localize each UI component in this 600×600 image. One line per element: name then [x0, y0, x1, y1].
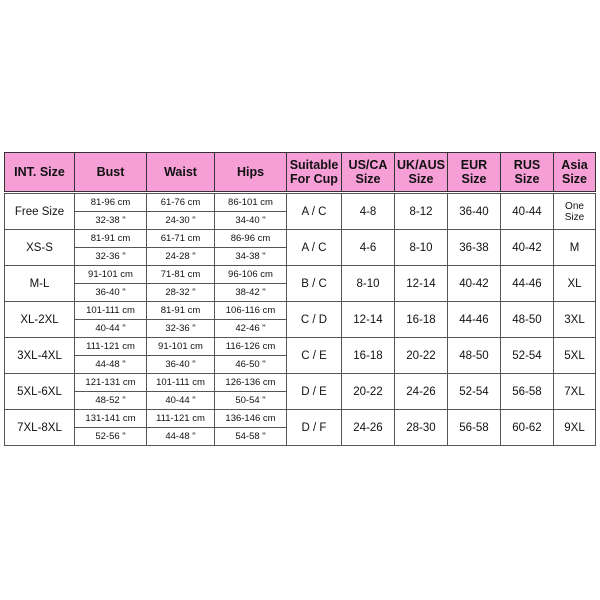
- rus-cell: 60-62: [501, 410, 553, 445]
- asia-cell: 5XL: [554, 338, 595, 373]
- eur-cell: 36-40: [448, 194, 500, 229]
- cup-cell: B / C: [287, 266, 341, 301]
- hips-cm-cell: 86-96 cm: [215, 230, 286, 247]
- asia-cell: XL: [554, 266, 595, 301]
- waist-in-cell: 36-40 ": [147, 356, 214, 373]
- bust-in-cell: 40-44 ": [75, 320, 146, 337]
- header-bust: Bust: [75, 153, 146, 191]
- cup-cell: C / E: [287, 338, 341, 373]
- uk-aus-cell: 8-12: [395, 194, 447, 229]
- hips-in-cell: 46-50 ": [215, 356, 286, 373]
- us-ca-cell: 12-14: [342, 302, 394, 337]
- waist-cm-cell: 91-101 cm: [147, 338, 214, 355]
- waist-in-cell: 32-36 ": [147, 320, 214, 337]
- header-us-ca: US/CA Size: [342, 153, 394, 191]
- hips-in-cell: 50-54 ": [215, 392, 286, 409]
- us-ca-cell: 4-6: [342, 230, 394, 265]
- uk-aus-cell: 20-22: [395, 338, 447, 373]
- waist-cm-cell: 61-76 cm: [147, 194, 214, 211]
- waist-in-cell: 40-44 ": [147, 392, 214, 409]
- table-row: [5, 194, 595, 211]
- hips-cm-cell: 86-101 cm: [215, 194, 286, 211]
- bust-cm-cell: 121-131 cm: [75, 374, 146, 391]
- rus-cell: 40-44: [501, 194, 553, 229]
- us-ca-cell: 8-10: [342, 266, 394, 301]
- rus-cell: 40-42: [501, 230, 553, 265]
- bust-in-cell: 48-52 ": [75, 392, 146, 409]
- us-ca-cell: 4-8: [342, 194, 394, 229]
- header-waist: Waist: [147, 153, 214, 191]
- int-size-cell: 3XL-4XL: [5, 338, 74, 373]
- cup-cell: D / F: [287, 410, 341, 445]
- waist-cm-cell: 61-71 cm: [147, 230, 214, 247]
- table-row: [5, 230, 595, 247]
- asia-cell: One Size: [554, 194, 595, 229]
- hips-in-cell: 38-42 ": [215, 284, 286, 301]
- hips-in-cell: 34-38 ": [215, 248, 286, 265]
- bust-cm-cell: 131-141 cm: [75, 410, 146, 427]
- waist-in-cell: 24-28 ": [147, 248, 214, 265]
- waist-cm-cell: 101-111 cm: [147, 374, 214, 391]
- waist-cm-cell: 81-91 cm: [147, 302, 214, 319]
- waist-in-cell: 44-48 ": [147, 428, 214, 445]
- header-cup: Suitable For Cup: [287, 153, 341, 191]
- waist-in-cell: 24-30 ": [147, 212, 214, 229]
- int-size-cell: Free Size: [5, 194, 74, 229]
- eur-cell: 40-42: [448, 266, 500, 301]
- size-table: [4, 152, 596, 446]
- uk-aus-cell: 16-18: [395, 302, 447, 337]
- eur-cell: 56-58: [448, 410, 500, 445]
- header-uk-aus: UK/AUS Size: [395, 153, 447, 191]
- asia-cell: 9XL: [554, 410, 595, 445]
- table-row: [5, 410, 595, 427]
- int-size-cell: XL-2XL: [5, 302, 74, 337]
- table-row: [5, 302, 595, 319]
- cup-cell: A / C: [287, 230, 341, 265]
- table-row: [5, 374, 595, 391]
- hips-cm-cell: 106-116 cm: [215, 302, 286, 319]
- hips-cm-cell: 126-136 cm: [215, 374, 286, 391]
- rus-cell: 56-58: [501, 374, 553, 409]
- rus-cell: 44-46: [501, 266, 553, 301]
- cup-cell: D / E: [287, 374, 341, 409]
- eur-cell: 52-54: [448, 374, 500, 409]
- size-table-body: [5, 194, 595, 445]
- hips-in-cell: 54-58 ": [215, 428, 286, 445]
- hips-cm-cell: 116-126 cm: [215, 338, 286, 355]
- rus-cell: 52-54: [501, 338, 553, 373]
- uk-aus-cell: 12-14: [395, 266, 447, 301]
- bust-cm-cell: 111-121 cm: [75, 338, 146, 355]
- cup-cell: A / C: [287, 194, 341, 229]
- uk-aus-cell: 28-30: [395, 410, 447, 445]
- int-size-cell: M-L: [5, 266, 74, 301]
- asia-cell: M: [554, 230, 595, 265]
- int-size-cell: 7XL-8XL: [5, 410, 74, 445]
- eur-cell: 48-50: [448, 338, 500, 373]
- asia-cell: 7XL: [554, 374, 595, 409]
- header-eur: EUR Size: [448, 153, 500, 191]
- bust-in-cell: 32-38 ": [75, 212, 146, 229]
- hips-in-cell: 34-40 ": [215, 212, 286, 229]
- table-row: [5, 266, 595, 283]
- waist-cm-cell: 71-81 cm: [147, 266, 214, 283]
- waist-in-cell: 28-32 ": [147, 284, 214, 301]
- hips-cm-cell: 136-146 cm: [215, 410, 286, 427]
- bust-cm-cell: 101-111 cm: [75, 302, 146, 319]
- bust-in-cell: 36-40 ": [75, 284, 146, 301]
- asia-cell: 3XL: [554, 302, 595, 337]
- hips-cm-cell: 96-106 cm: [215, 266, 286, 283]
- table-row: [5, 338, 595, 355]
- bust-in-cell: 44-48 ": [75, 356, 146, 373]
- int-size-cell: XS-S: [5, 230, 74, 265]
- header-rus: RUS Size: [501, 153, 553, 191]
- cup-cell: C / D: [287, 302, 341, 337]
- rus-cell: 48-50: [501, 302, 553, 337]
- us-ca-cell: 20-22: [342, 374, 394, 409]
- header-int-size: INT. Size: [5, 153, 74, 191]
- hips-in-cell: 42-46 ": [215, 320, 286, 337]
- us-ca-cell: 16-18: [342, 338, 394, 373]
- uk-aus-cell: 8-10: [395, 230, 447, 265]
- header-hips: Hips: [215, 153, 286, 191]
- us-ca-cell: 24-26: [342, 410, 394, 445]
- eur-cell: 36-38: [448, 230, 500, 265]
- waist-cm-cell: 111-121 cm: [147, 410, 214, 427]
- eur-cell: 44-46: [448, 302, 500, 337]
- bust-cm-cell: 81-91 cm: [75, 230, 146, 247]
- header-row: [5, 153, 595, 191]
- bust-in-cell: 32-36 ": [75, 248, 146, 265]
- header-asia: Asia Size: [554, 153, 595, 191]
- bust-cm-cell: 91-101 cm: [75, 266, 146, 283]
- size-chart: [4, 152, 595, 446]
- uk-aus-cell: 24-26: [395, 374, 447, 409]
- bust-in-cell: 52-56 ": [75, 428, 146, 445]
- int-size-cell: 5XL-6XL: [5, 374, 74, 409]
- bust-cm-cell: 81-96 cm: [75, 194, 146, 211]
